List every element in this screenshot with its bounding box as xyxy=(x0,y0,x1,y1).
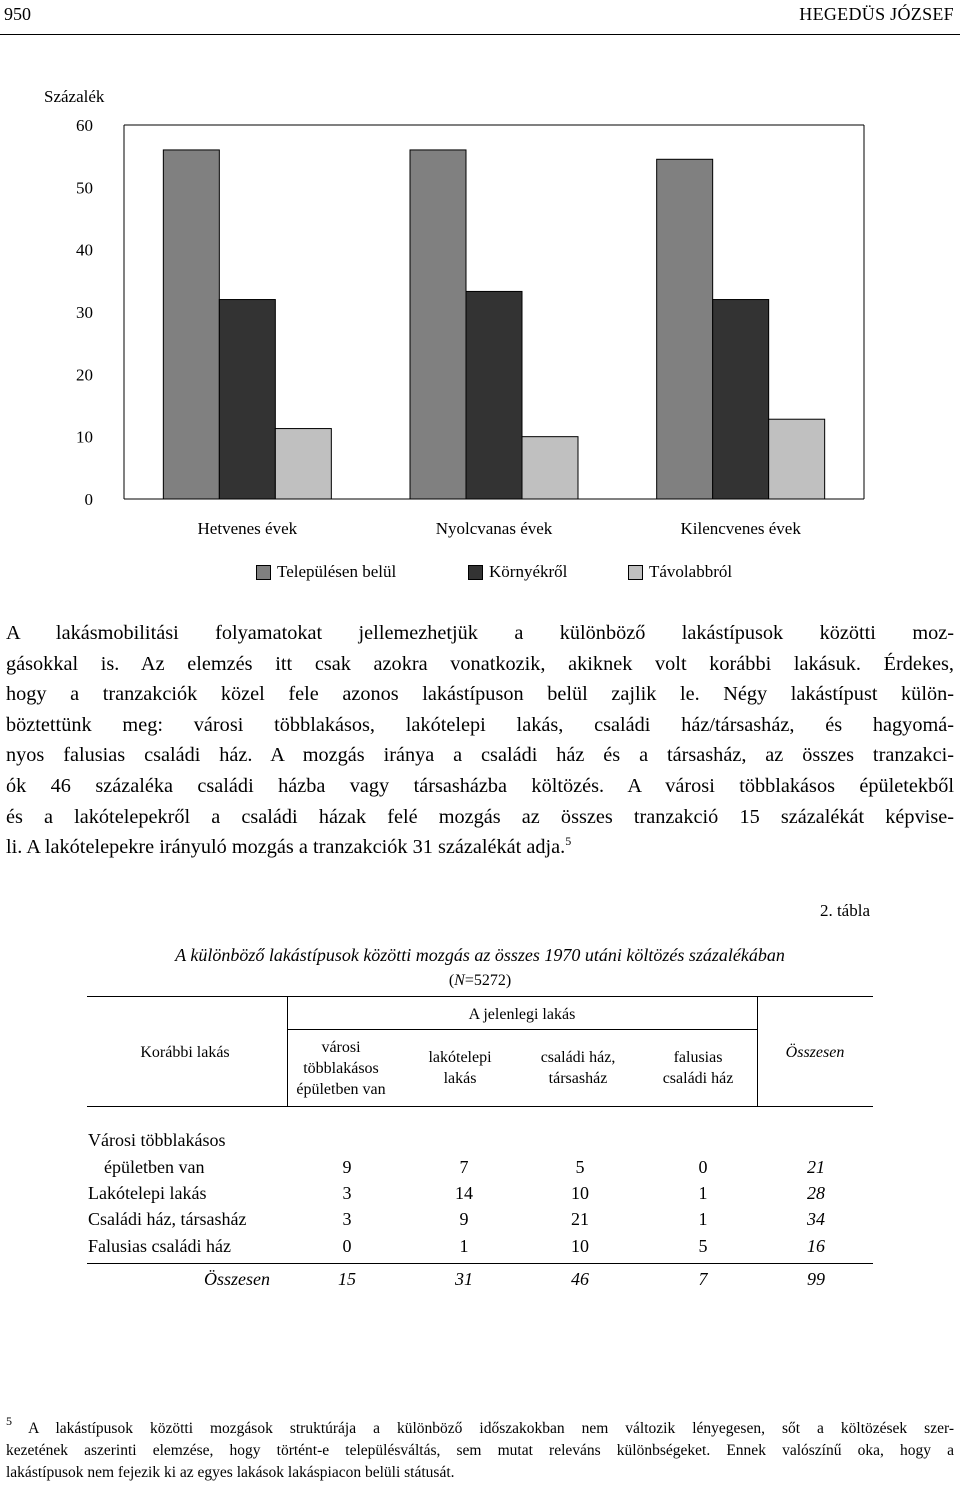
table-cell-total: 21 xyxy=(807,1157,825,1177)
table-cell: 10 xyxy=(571,1183,589,1203)
table-cell: 21 xyxy=(571,1209,589,1229)
paragraph-line: böztettünk meg: városi többlakásos, lakótelepi lakás, családi ház/társasház, és hagyomá- xyxy=(6,713,954,736)
row-label: Lakótelepi lakás xyxy=(88,1183,207,1203)
total-cell: 46 xyxy=(571,1269,589,1289)
legend-label: Településen belül xyxy=(277,562,397,581)
paragraph-line: li. A lakótelepekre irányuló mozgás a tranzakciók 31 százalékát adja. xyxy=(6,836,566,859)
bar xyxy=(410,150,466,499)
page-header xyxy=(0,0,960,36)
footnote-line: lakástípusok nem fejezik ki az egyes lakások lakáspiacon belüli státusát. xyxy=(6,1464,455,1481)
table-cell: 14 xyxy=(455,1183,473,1203)
legend-item-tavolabbrol xyxy=(628,562,732,582)
total-row-label: Összesen xyxy=(204,1269,270,1289)
y-tick-labels xyxy=(76,116,93,509)
bar xyxy=(657,159,713,499)
column-header: városi többlakásos épületben van xyxy=(296,1039,386,1098)
y-tick-label: 20 xyxy=(76,365,93,385)
table-cell: 9 xyxy=(459,1209,469,1229)
table-cell-total: 16 xyxy=(807,1236,825,1256)
table-cell: 10 xyxy=(571,1236,589,1256)
column-header: lakótelepi lakás xyxy=(428,1049,492,1087)
legend-item-kornyekrol xyxy=(468,562,567,582)
footnote-reference: 5 xyxy=(565,834,572,849)
table-cell: 0 xyxy=(342,1236,352,1256)
bar xyxy=(275,429,331,499)
corner-header: Korábbi lakás xyxy=(140,1044,230,1061)
bar xyxy=(522,437,578,499)
y-tick-label: 40 xyxy=(76,240,93,260)
category-label: Kilencvenes évek xyxy=(680,519,801,538)
legend-label: Környékről xyxy=(489,562,568,581)
paragraph-line: A lakásmobilitási folyamatokat jellemezhetjük a különböző lakástípusok közötti moz- xyxy=(6,622,954,644)
table-cell: 3 xyxy=(342,1209,352,1229)
table-cell: 1 xyxy=(459,1236,469,1256)
paragraph-last-line xyxy=(6,832,954,863)
bar xyxy=(713,300,769,499)
legend-label: Távolabbról xyxy=(649,562,733,581)
table-cell: 9 xyxy=(342,1157,352,1177)
bar xyxy=(769,419,825,499)
total-rule xyxy=(87,1263,873,1264)
row-label: épületben van xyxy=(104,1157,205,1177)
footnote xyxy=(6,1414,954,1484)
paragraph-line: nyos falusias családi ház. A mozgás iránya a családi ház és a társasház, az összes tranzakci- xyxy=(6,744,954,767)
category-label: Nyolcvanas évek xyxy=(435,519,553,538)
row-label: Városi többlakásos xyxy=(88,1130,226,1150)
footnote-line: kezetének aszerinti elemzése, hogy történt-e településváltás, sem mutat releváns különbségeket. Ennek valószínű oka, hogy a xyxy=(6,1442,954,1459)
footnote-line: $^5$ A lakástípusok közötti mozgások struktúrája a különböző időszakokban nem változik lényegesen, sőt a költözések szer- xyxy=(6,1414,954,1437)
table-caption: A különböző lakástípusok közötti mozgás az összes 1970 utáni költözés százalékában xyxy=(175,945,785,965)
total-cell: 15 xyxy=(338,1269,356,1289)
table-cell-total: 28 xyxy=(807,1183,825,1203)
y-tick-label: 60 xyxy=(76,116,93,135)
header-rule xyxy=(0,34,960,35)
legend-swatch xyxy=(468,565,483,580)
legend-swatch xyxy=(256,565,271,580)
row-label: Családi ház, társasház xyxy=(88,1209,247,1229)
group-header: A jelenlegi lakás xyxy=(468,1006,576,1023)
paragraph-line: gásokkal is. Az elemzés itt csak azokra vonatkozik, akiknek volt korábbi lakásuk. Érdekes, xyxy=(6,652,954,675)
total-cell: 31 xyxy=(455,1269,473,1289)
legend-swatch xyxy=(628,565,643,580)
bars xyxy=(163,150,824,499)
legend-item-telepulesen-belul xyxy=(256,562,396,582)
table-cell-total: 34 xyxy=(807,1209,825,1229)
table-cell: 5 xyxy=(698,1236,708,1256)
footnote-marker: 5 xyxy=(6,1414,12,1428)
bar-chart xyxy=(0,70,960,550)
table-cell: 5 xyxy=(575,1157,585,1177)
total-column-header: Összesen xyxy=(785,1044,845,1061)
header-bottom-rule xyxy=(87,1106,873,1107)
body-paragraph xyxy=(6,618,954,863)
table-cell: 7 xyxy=(459,1157,469,1177)
table-top-rule xyxy=(87,996,873,997)
y-tick-label: 0 xyxy=(84,490,93,509)
bar xyxy=(163,150,219,499)
y-axis-label: Százalék xyxy=(44,87,105,106)
grand-total-cell: 99 xyxy=(807,1269,825,1289)
category-label: Hetvenes évek xyxy=(197,519,298,538)
table-sample-size: (N=5272) xyxy=(448,972,512,989)
column-header: falusias családi ház xyxy=(662,1049,734,1087)
table-cell: 0 xyxy=(698,1157,708,1177)
paragraph-line: és a lakótelepekről a családi házak felé mozgás az összes tranzakció 15 százalékát képvise- xyxy=(6,805,954,828)
table-cell: 1 xyxy=(698,1183,708,1203)
table-cell: 3 xyxy=(342,1183,352,1203)
category-labels xyxy=(198,519,802,538)
table-number: 2. tábla xyxy=(819,901,870,920)
running-author: HEGEDÜS JÓZSEF xyxy=(799,4,954,24)
total-cell: 7 xyxy=(698,1269,708,1289)
bar xyxy=(466,291,522,499)
group-header-rule xyxy=(287,1029,757,1030)
bar xyxy=(219,300,275,499)
paragraph-line: ók 46 százaléka családi házba vagy társasházba költözés. A városi többlakásos épületekből xyxy=(6,774,954,797)
page-number: 950 xyxy=(4,4,31,24)
column-header: családi ház, társasház xyxy=(540,1049,616,1087)
y-tick-label: 10 xyxy=(76,427,93,447)
y-tick-label: 50 xyxy=(76,178,93,198)
row-label: Falusias családi ház xyxy=(88,1236,231,1256)
paragraph-line: hogy a tranzakciók közel fele azonos lakástípuson belül zajlik le. Négy lakástípust külön- xyxy=(6,683,954,706)
y-tick-label: 30 xyxy=(76,303,93,322)
chart-legend xyxy=(0,562,960,586)
table-cell: 1 xyxy=(698,1209,708,1229)
